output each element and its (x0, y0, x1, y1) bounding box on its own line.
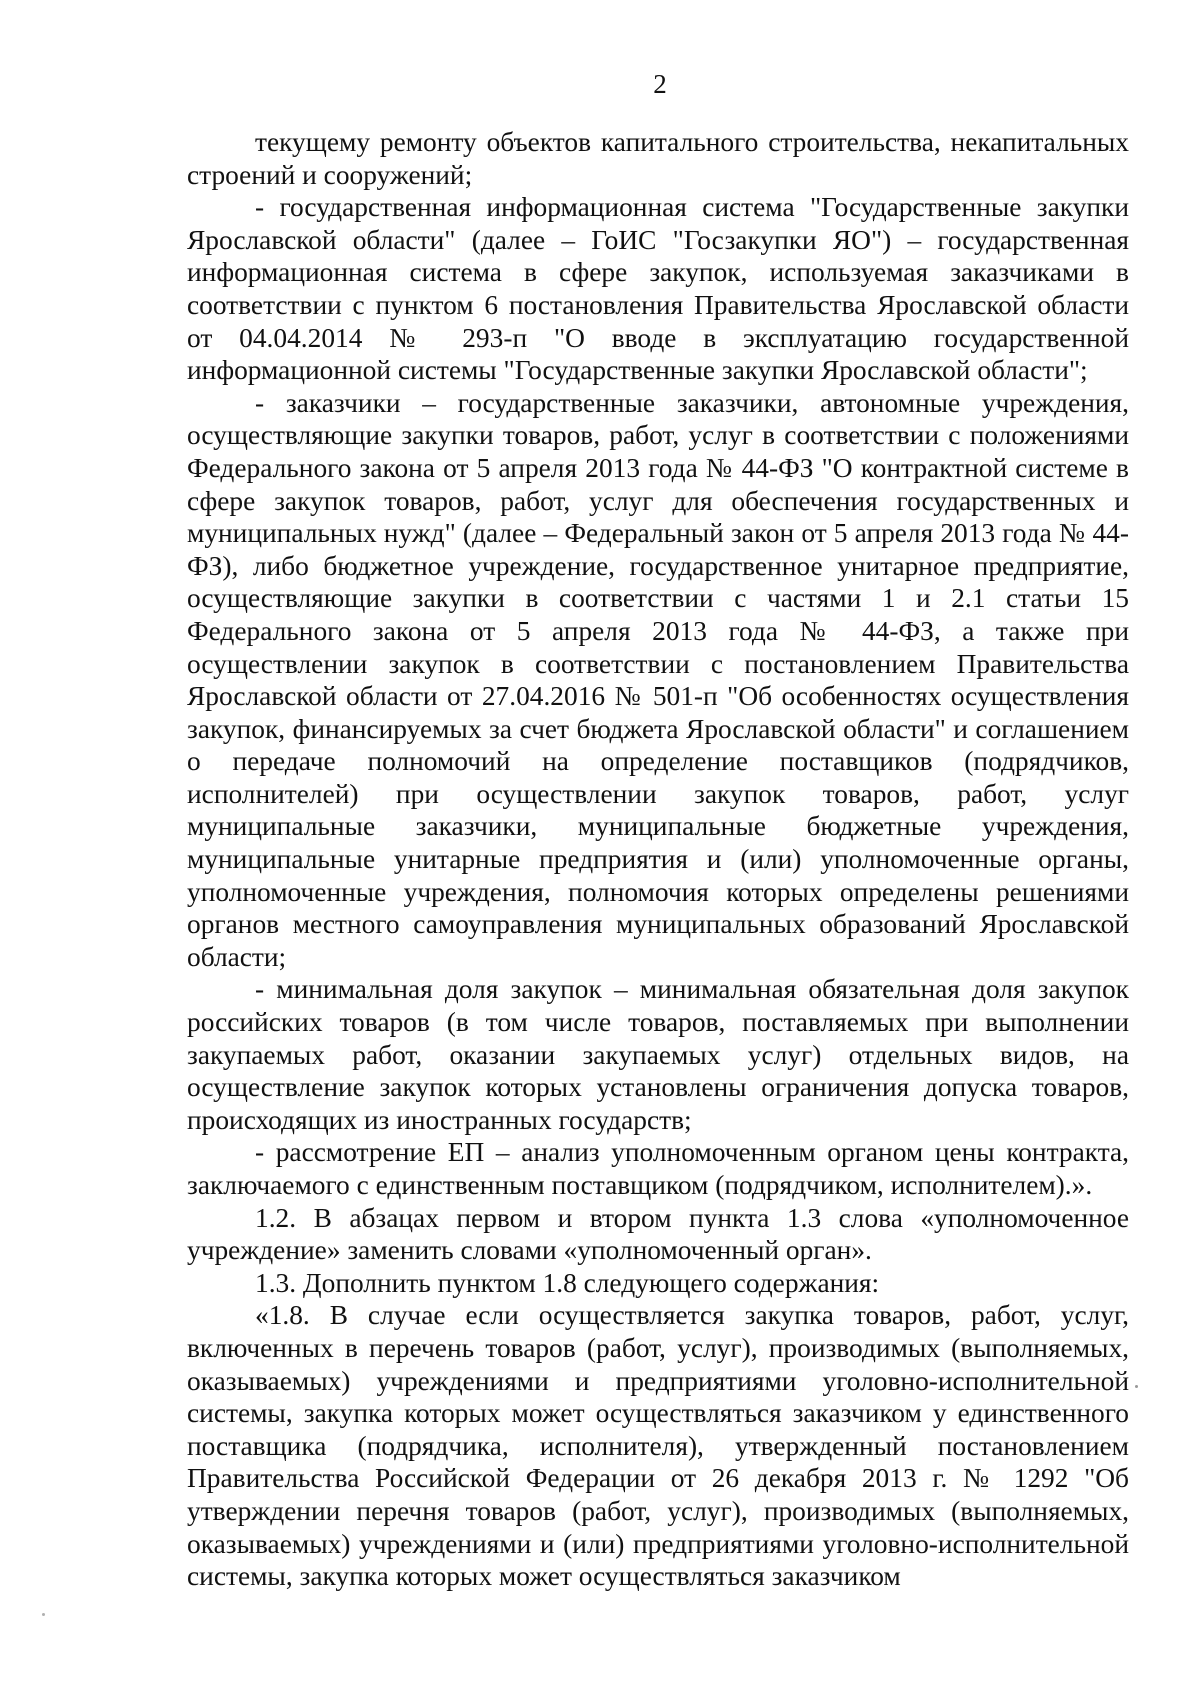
paragraph-minimum-share-definition: - минимальная доля закупок – минимальная обязательная доля закупок российских товаров (в том числе товаров, поставляемых при выполнении закупаемых работ, оказании закупаемых услуг) отдельных видов, на осуществление закупок которых установлены ограничения допуска товаров, происходящих из иностранных государств; (187, 974, 1129, 1135)
paragraph-ep-review-definition: - рассмотрение ЕП – анализ уполномоченным органом цены контракта, заключаемого с единственным поставщиком (подрядчиком, исполнителем).». (187, 1137, 1129, 1200)
document-body (187, 126, 1129, 1593)
paragraph-item-1-3: 1.3. Дополнить пунктом 1.8 следующего содержания: (255, 1267, 880, 1298)
page-number: 2 (653, 69, 667, 99)
paragraph-continuation: текущему ремонту объектов капитального строительства, некапитальных строений и сооружений; (187, 127, 1129, 190)
scan-artifact-dot (42, 1613, 45, 1616)
paragraph-customers-definition: - заказчики – государственные заказчики, автономные учреждения, осуществляющие закупки товаров, работ, услуг в соответствии с положениями Федерального закона от 5 апреля 2013 года № 44-ФЗ "О контрактной системе в сфере закупок товаров, работ, услуг для обеспечения государственных и муниципальных нужд" (далее – Федеральный закон от 5 апреля 2013 года № 44-ФЗ), либо бюджетное учреждение, государственное унитарное предприятие, осуществляющие закупки в соответствии с частями 1 и 2.1 статьи 15 Федерального закона от 5 апреля 2013 года № 44-ФЗ, а также при осуществлении закупок в соответствии с постановлением Правительства Ярославской области от 27.04.2016 № 501-п "Об особенностях осуществления закупок, финансируемых за счет бюджета Ярославской области" и соглашением о передаче полномочий на определение поставщиков (подрядчиков, исполнителей) при осуществлении закупок товаров, работ, услуг муниципальные заказчики, муниципальные бюджетные учреждения, муниципальные унитарные предприятия и (или) уполномоченные органы, уполномоченные учреждения, полномочия которых определены решениями органов местного самоуправления муниципальных образований Ярославской области; (187, 387, 1129, 972)
paragraph-item-1-8: «1.8. В случае если осуществляется закупка товаров, работ, услуг, включенных в перечень товаров (работ, услуг), производимых (выполняемых, оказываемых) учреждениями и предприятиями уголовно-исполнительной системы, закупка которых может осуществляться заказчиком у единственного поставщика (подрядчика, исполнителя), утвержденный постановлением Правительства Российской Федерации от 26 декабря 2013 г. № 1292 "Об утверждении перечня товаров (работ, услуг), производимых (выполняемых, оказываемых) учреждениями и (или) предприятиями уголовно-исполнительной системы, закупка которых может осуществляться заказчиком (187, 1300, 1129, 1592)
paragraph-item-1-2: 1.2. В абзацах первом и втором пункта 1.3 слова «уполномоченное учреждение» заменить словами «уполномоченный орган». (187, 1202, 1129, 1266)
scan-artifact-mark (1135, 1385, 1138, 1388)
paragraph-gois-definition: - государственная информационная система "Государственные закупки Ярославской области" (далее – ГоИС "Госзакупки ЯО") – государственная информационная система в сфере закупок, используемая заказчиками в соответствии с пунктом 6 постановления Правительства Ярославской области от 04.04.2014 № 293-п "О вводе в эксплуатацию государственной информационной системы "Государственные закупки Ярославской области"; (187, 192, 1129, 386)
